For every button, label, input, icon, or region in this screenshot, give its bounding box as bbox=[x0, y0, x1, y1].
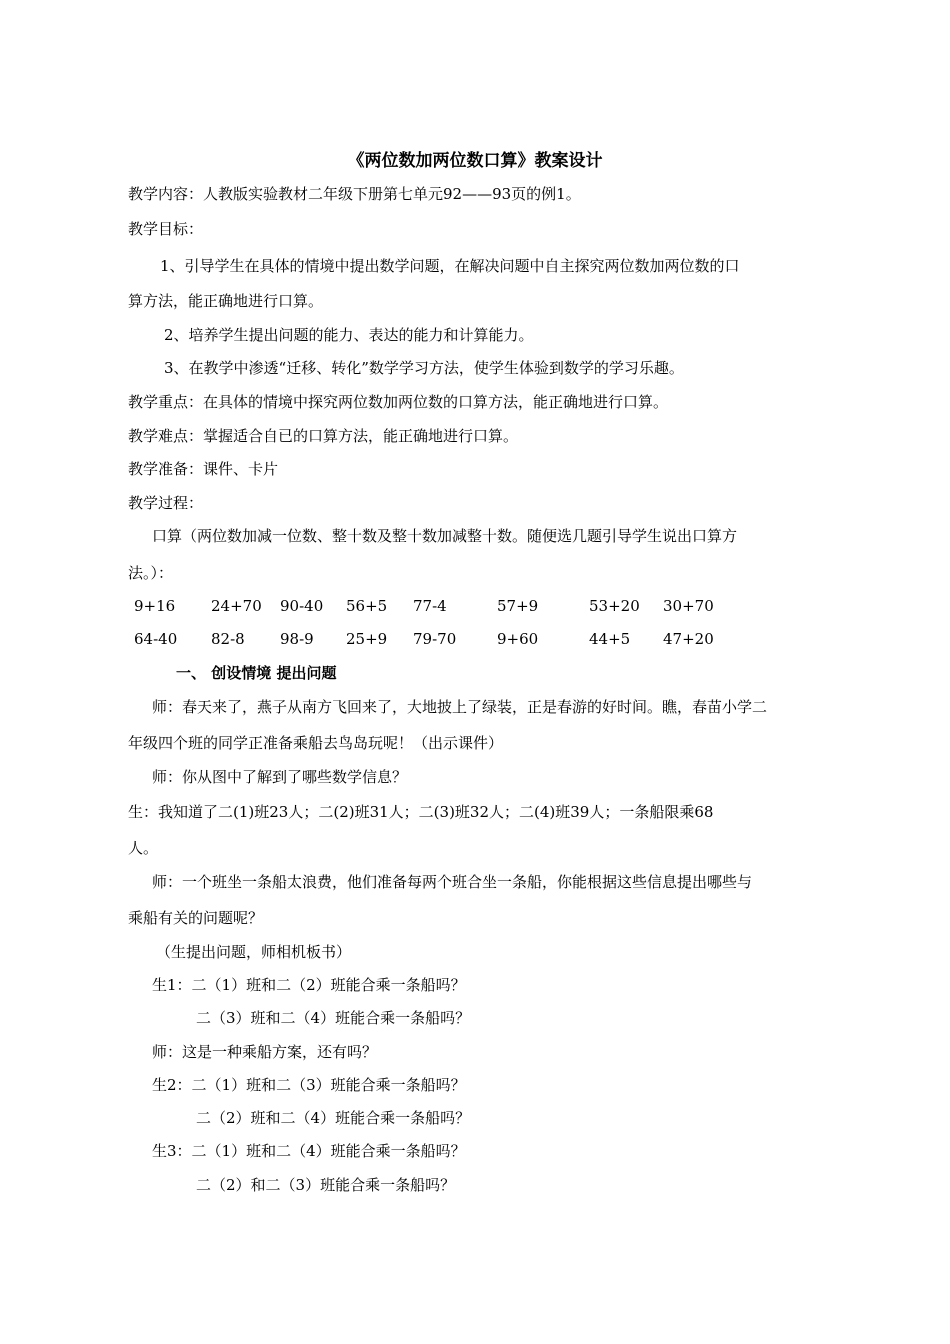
exercise-item: 30+70 bbox=[663, 597, 714, 615]
exercise-item: 53+20 bbox=[589, 597, 640, 615]
exercise-item: 90-40 bbox=[280, 597, 324, 615]
exercise-item: 64-40 bbox=[134, 630, 178, 648]
goals-label: 教学目标： bbox=[128, 220, 204, 238]
paragraph-1-line-2: 年级四个班的同学正准备乘船去鸟岛玩呢！（出示课件） bbox=[128, 734, 504, 752]
goal-3: 3、在教学中渗透“迁移、转化”数学学习方法，使学生体验到数学的学习乐趣。 bbox=[164, 359, 684, 377]
warmup-line-2: 法。）： bbox=[128, 564, 174, 582]
student-1-question-1: 生1：二（1）班和二（2）班能合乘一条船吗？ bbox=[152, 976, 466, 994]
process-label: 教学过程： bbox=[128, 494, 204, 512]
goal-1-line-2: 算方法，能正确地进行口算。 bbox=[128, 292, 324, 310]
exercise-item: 9+60 bbox=[497, 630, 539, 648]
student-3-question-2: 二（2）和二（3）班能合乘一条船吗？ bbox=[196, 1176, 456, 1194]
goal-2: 2、培养学生提出问题的能力、表达的能力和计算能力。 bbox=[164, 326, 534, 344]
student-1-question-2: 二（3）班和二（4）班能合乘一条船吗？ bbox=[196, 1009, 471, 1027]
exercise-item: 77-4 bbox=[413, 597, 447, 615]
paragraph-6: 师：这是一种乘船方案，还有吗？ bbox=[152, 1043, 378, 1061]
warmup-line-1: 口算（两位数加减一位数、整十数及整十数加减整十数。随便选几题引导学生说出口算方 bbox=[152, 527, 738, 545]
paragraph-4-line-2: 乘船有关的问题呢？ bbox=[128, 909, 264, 927]
paragraph-1-line-1: 师：春天来了，燕子从南方飞回来了，大地披上了绿装，正是春游的好时间。瞧，春苗小学二 bbox=[152, 698, 768, 716]
section-heading: 一、 创设情境 提出问题 bbox=[176, 664, 337, 682]
exercise-item: 56+5 bbox=[346, 597, 388, 615]
student-2-question-2: 二（2）班和二（4）班能合乘一条船吗？ bbox=[196, 1109, 471, 1127]
exercise-item: 98-9 bbox=[280, 630, 314, 648]
exercise-item: 25+9 bbox=[346, 630, 388, 648]
key-point: 教学重点：在具体的情境中探究两位数加两位数的口算方法，能正确地进行口算。 bbox=[128, 393, 669, 411]
paragraph-4-line-1: 师：一个班坐一条船太浪费，他们准备每两个班合坐一条船，你能根据这些信息提出哪些与 bbox=[152, 873, 753, 891]
paragraph-3-line-1: 生：我知道了二(1)班23人；二(2)班31人；二(3)班32人；二(4)班39人；一条船限乘68 bbox=[128, 803, 714, 821]
paragraph-2: 师：你从图中了解到了哪些数学信息？ bbox=[152, 768, 408, 786]
document-title: 《两位数加两位数口算》教案设计 bbox=[347, 151, 603, 171]
preparation: 教学准备：课件、卡片 bbox=[128, 460, 279, 478]
exercise-item: 44+5 bbox=[589, 630, 631, 648]
exercise-item: 82-8 bbox=[211, 630, 245, 648]
teaching-content: 教学内容：人教版实验教材二年级下册第七单元92——93页的例1。 bbox=[128, 185, 581, 203]
student-3-question-1: 生3：二（1）班和二（4）班能合乘一条船吗？ bbox=[152, 1142, 466, 1160]
exercise-item: 79-70 bbox=[413, 630, 457, 648]
difficulty: 教学难点：掌握适合自已的口算方法，能正确地进行口算。 bbox=[128, 427, 519, 445]
exercise-item: 57+9 bbox=[497, 597, 539, 615]
exercise-item: 9+16 bbox=[134, 597, 176, 615]
student-2-question-1: 生2：二（1）班和二（3）班能合乘一条船吗？ bbox=[152, 1076, 466, 1094]
exercise-item: 47+20 bbox=[663, 630, 714, 648]
paragraph-3-line-2: 人。 bbox=[128, 839, 159, 857]
exercise-item: 24+70 bbox=[211, 597, 262, 615]
paragraph-5: （生提出问题，师相机板书） bbox=[156, 943, 352, 961]
goal-1-line-1: 1、引导学生在具体的情境中提出数学问题，在解决问题中自主探究两位数加两位数的口 bbox=[160, 257, 740, 275]
